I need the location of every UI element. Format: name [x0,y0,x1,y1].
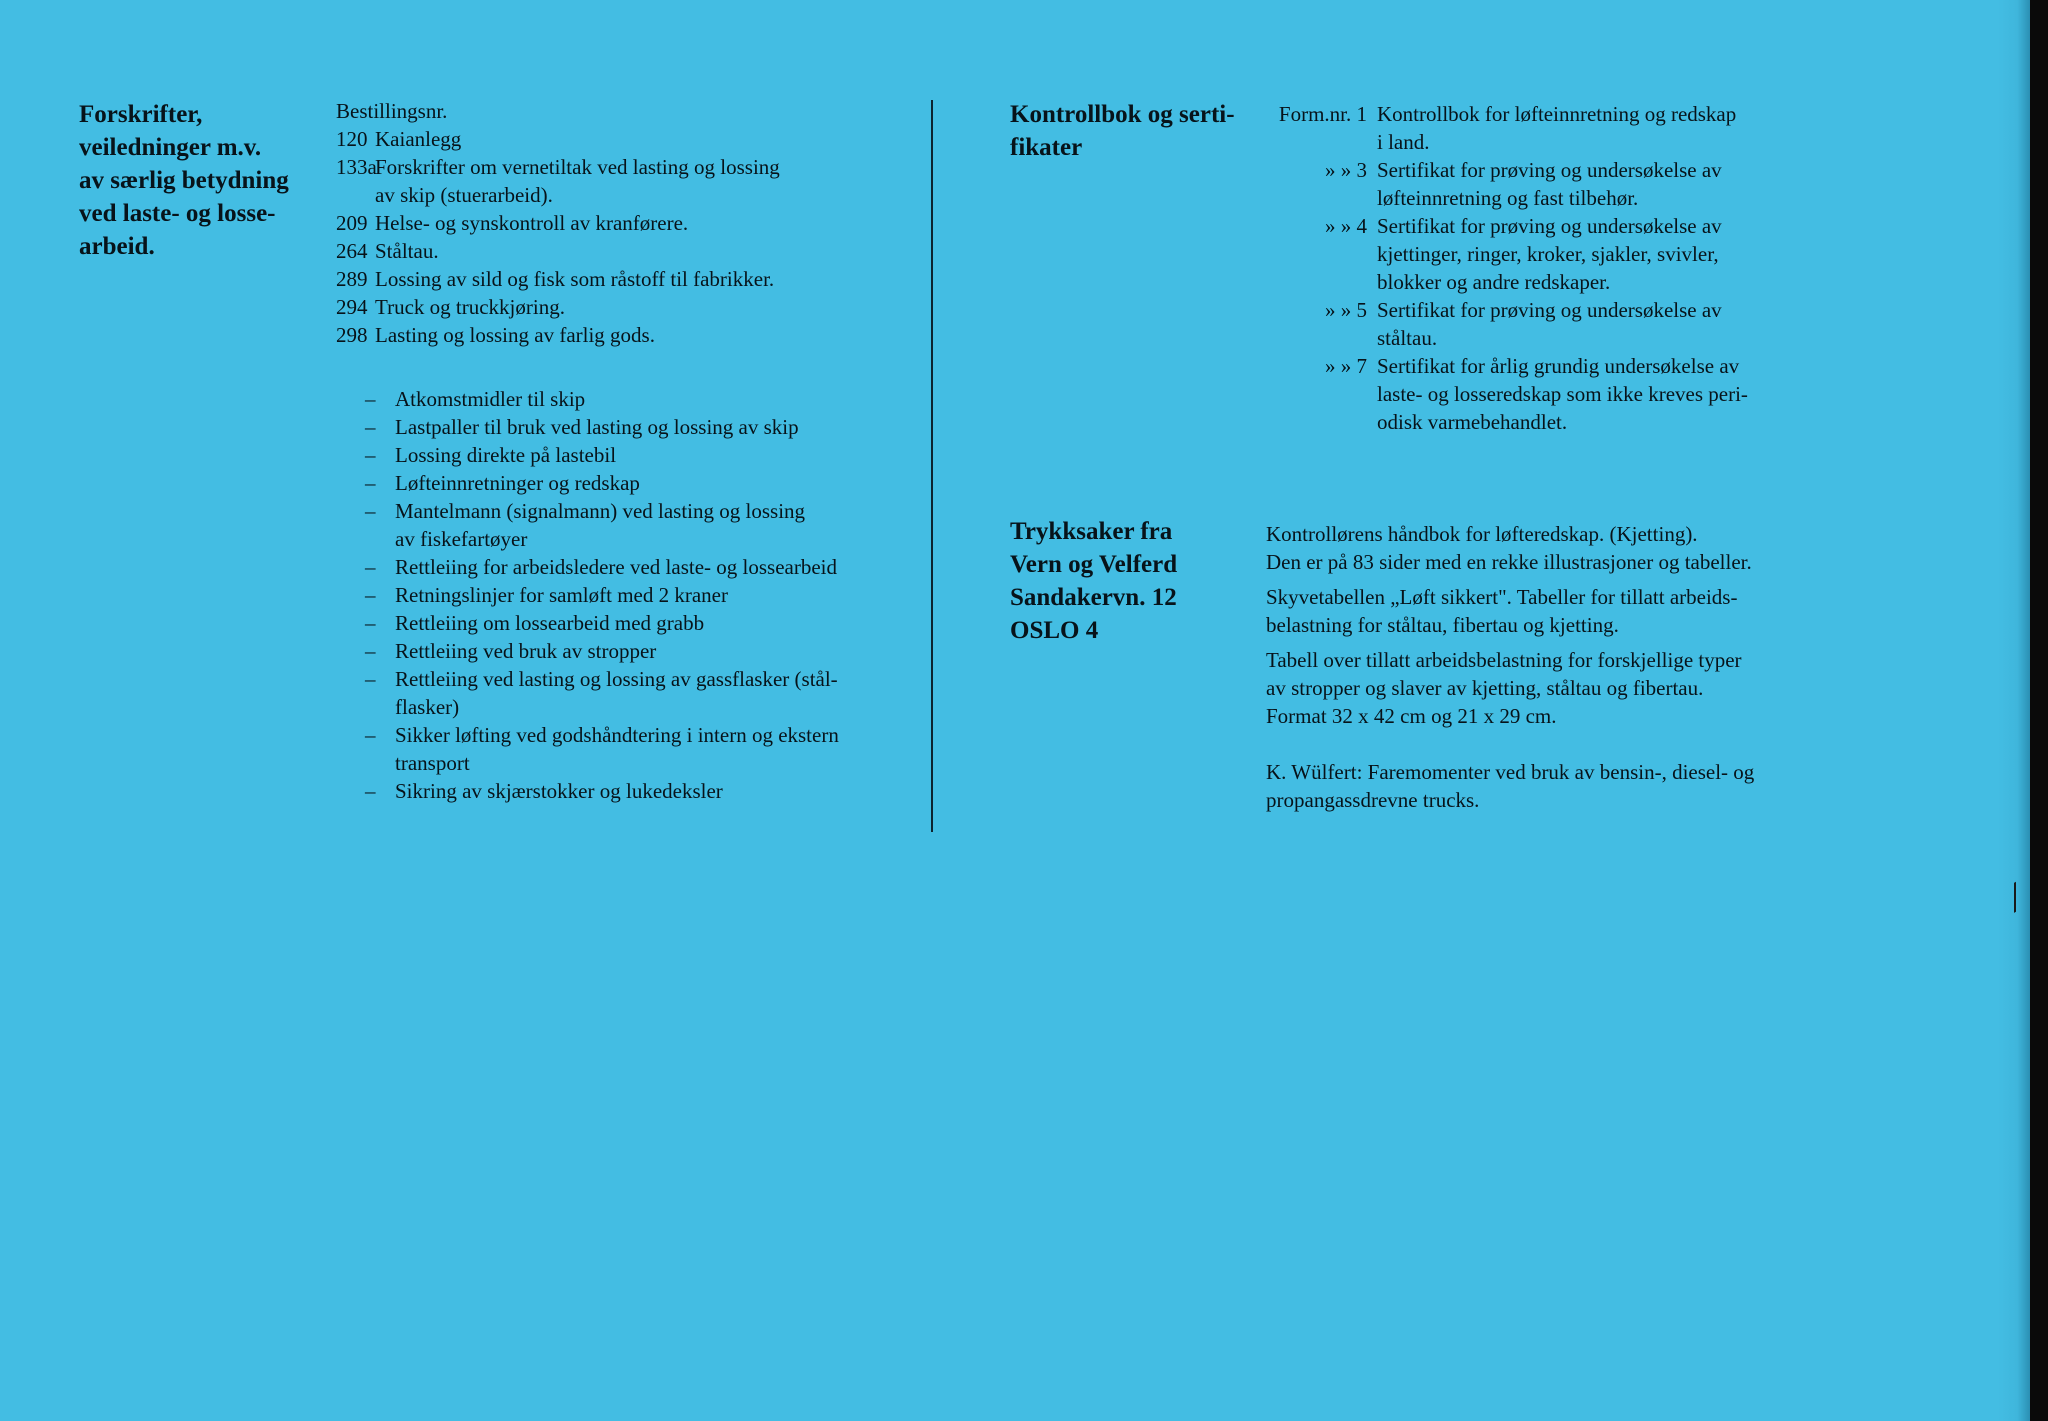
list-item-text [395,385,585,413]
order-text-line: Truck og truckkjøring. [375,295,565,319]
form-text-line: Sertifikat for prøving og undersøkelse av [1377,214,1722,238]
list-item-line: Rettleiing ved bruk av stropper [395,639,657,663]
list-item-text [395,553,837,581]
list-item-text [395,777,723,805]
list-item-text [395,581,728,609]
form-text [1377,296,1826,352]
paragraph-line: Den er på 83 sider med en rekke illustrasjoner og tabeller. [1266,550,1752,574]
form-text-line: Sertifikat for årlig grundig undersøkelse av [1377,354,1740,378]
order-number-list [336,97,936,349]
order-text [375,265,936,293]
form-text-line: laste- og losseredskap som ikke kreves peri- [1377,382,1748,406]
order-num: 298 [336,323,368,347]
list-item [365,553,925,581]
form-text-line: ståltau. [1377,326,1438,350]
list-item-text [395,637,656,665]
list-item-text [395,441,616,469]
heading-line: veiledninger m.v. [79,134,262,161]
paragraph-line: K. Wülfert: Faremomenter ved bruk av bensin-, diesel- og [1266,760,1755,784]
dash-bullet: – [365,611,376,635]
heading-line: Forskrifter, [79,101,203,128]
list-item [365,581,925,609]
heading-line: av særlig betydning [79,167,289,194]
publication-paragraph [1266,583,1826,639]
dash-bullet: – [365,471,376,495]
form-number: » » 3 [1325,158,1367,182]
list-item [365,665,925,721]
form-item [1266,352,1826,436]
publication-paragraph [1266,646,1826,730]
section-heading-kontrollbok [1010,98,1250,164]
list-item [365,777,925,805]
order-num: 294 [336,295,368,319]
list-item [365,497,925,553]
form-item [1266,212,1826,296]
order-text-line: Ståltau. [375,239,439,263]
list-item-text [395,469,640,497]
list-item-line: transport [395,751,470,775]
list-item-text [395,721,839,777]
heading-line: ved laste- og losse- [79,200,276,227]
order-item [336,209,936,237]
order-num: 209 [336,211,368,235]
list-item [365,637,925,665]
heading-line: Kontrollbok og serti- [1010,101,1235,128]
guideline-list [365,385,925,805]
order-text-line: Kaianlegg [375,127,462,151]
dash-bullet: – [365,583,376,607]
form-text-line: kjettinger, ringer, kroker, sjakler, svivler, [1377,242,1719,266]
order-num: 133a [336,155,377,179]
dash-bullet: – [365,779,376,803]
order-item [336,153,936,209]
heading-line: OSLO 4 [1010,617,1099,644]
list-item-line: av fiskefartøyer [395,527,528,551]
list-item-line: Sikring av skjærstokker og lukedeksler [395,779,723,803]
form-text [1377,352,1826,436]
wulfert-reference [1266,758,1826,814]
heading-line: Sandakervn. 12 [1010,584,1177,611]
form-number: » » 5 [1325,298,1367,322]
list-item-line: flasker) [395,695,460,719]
form-text-line: Sertifikat for prøving og undersøkelse av [1377,298,1722,322]
form-text-line: i land. [1377,130,1430,154]
list-item-line: Lossing direkte på lastebil [395,443,617,467]
heading-line: Trykksaker fra [1010,518,1173,545]
paragraph-line: Skyvetabellen „Løft sikkert". Tabeller for tillatt arbeids- [1266,585,1738,609]
publication-paragraph [1266,520,1826,576]
form-item [1266,156,1826,212]
order-text [375,125,936,153]
order-text [375,153,936,209]
order-num: 264 [336,239,368,263]
form-number: Form.nr. 1 [1278,102,1367,126]
order-text-line: Lasting og lossing av farlig gods. [375,323,655,347]
form-text [1377,212,1826,296]
list-item-line: Retningslinjer for samløft med 2 kraner [395,583,728,607]
dash-bullet: – [365,667,376,691]
list-item [365,413,925,441]
list-item-line: Rettleiing for arbeidsledere ved laste- og lossearbeid [395,555,838,579]
order-text [375,209,936,237]
paragraph-line: Format 32 x 42 cm og 21 x 29 cm. [1266,704,1557,728]
order-text [375,293,936,321]
dash-bullet: – [365,723,376,747]
form-text-line: blokker og andre redskaper. [1377,270,1611,294]
section-heading-trykksaker [1010,515,1250,647]
list-item-line: Sikker løfting ved godshåndtering i intern og ekstern [395,723,839,747]
form-text [1377,156,1826,212]
section-heading-forskrifter [79,98,309,263]
list-item-text [395,665,838,721]
order-num: 289 [336,267,368,291]
column-divider [931,100,933,832]
paragraph-line: belastning for ståltau, fibertau og kjetting. [1266,613,1619,637]
list-item [365,609,925,637]
list-item-line: Atkomstmidler til skip [395,387,586,411]
form-text-line: odisk varmebehandlet. [1377,410,1568,434]
form-number: » » 7 [1325,354,1367,378]
list-item-text [395,413,799,441]
dash-bullet: – [365,639,376,663]
paragraph-line: propangassdrevne trucks. [1266,788,1480,812]
order-text-line: av skip (stuerarbeid). [375,183,553,207]
list-item [365,441,925,469]
dash-bullet: – [365,443,376,467]
dash-bullet: – [365,499,376,523]
dash-bullet: – [365,415,376,439]
list-item-line: Rettleiing om lossearbeid med grabb [395,611,705,635]
paper-damage-mark [2014,877,2024,913]
paragraph-line: av stropper og slaver av kjetting, ståltau og fibertau. [1266,676,1704,700]
list-item [365,469,925,497]
form-number: » » 4 [1325,214,1367,238]
heading-line: arbeid. [79,233,155,260]
list-item-line: Mantelmann (signalmann) ved lasting og lossing [395,499,806,523]
dash-bullet: – [365,555,376,579]
order-text-line: Forskrifter om vernetiltak ved lasting og lossing [375,155,780,179]
list-item-line: Lastpaller til bruk ved lasting og lossing av skip [395,415,799,439]
list-item-text [395,609,704,637]
heading-line: Vern og Velferd [1010,551,1178,578]
paragraph-line: Kontrollørens håndbok for løfteredskap. (Kjetting). [1266,522,1698,546]
order-num: 120 [336,127,368,151]
dash-bullet: – [365,387,376,411]
order-text [375,237,936,265]
list-item [365,385,925,413]
form-text-line: Sertifikat for prøving og undersøkelse av [1377,158,1722,182]
order-text-line: Helse- og synskontroll av kranførere. [375,211,689,235]
heading-line: fikater [1010,134,1083,161]
scan-border [2030,0,2048,1421]
form-item [1266,100,1826,156]
order-item [336,237,936,265]
form-text-line: løfteinnretning og fast tilbehør. [1377,186,1639,210]
form-item [1266,296,1826,352]
list-item-text [395,497,805,553]
order-item [336,321,936,349]
publications-list [1266,520,1826,737]
page-edge-shadow [1998,0,2030,1421]
list-item [365,721,925,777]
order-item [336,293,936,321]
order-item [336,265,936,293]
order-text [375,321,936,349]
form-number-list [1266,100,1826,436]
order-text-line: Lossing av sild og fisk som råstoff til fabrikker. [375,267,775,291]
list-item-line: Rettleiing ved lasting og lossing av gassflasker (stål- [395,667,838,691]
order-item [336,125,936,153]
list-item-line: Løfteinnretninger og redskap [395,471,640,495]
order-number-label: Bestillingsnr. [336,99,448,123]
paragraph-line: Tabell over tillatt arbeidsbelastning for forskjellige typer [1266,648,1742,672]
form-text [1377,100,1826,156]
form-text-line: Kontrollbok for løfteinnretning og redskap [1377,102,1737,126]
